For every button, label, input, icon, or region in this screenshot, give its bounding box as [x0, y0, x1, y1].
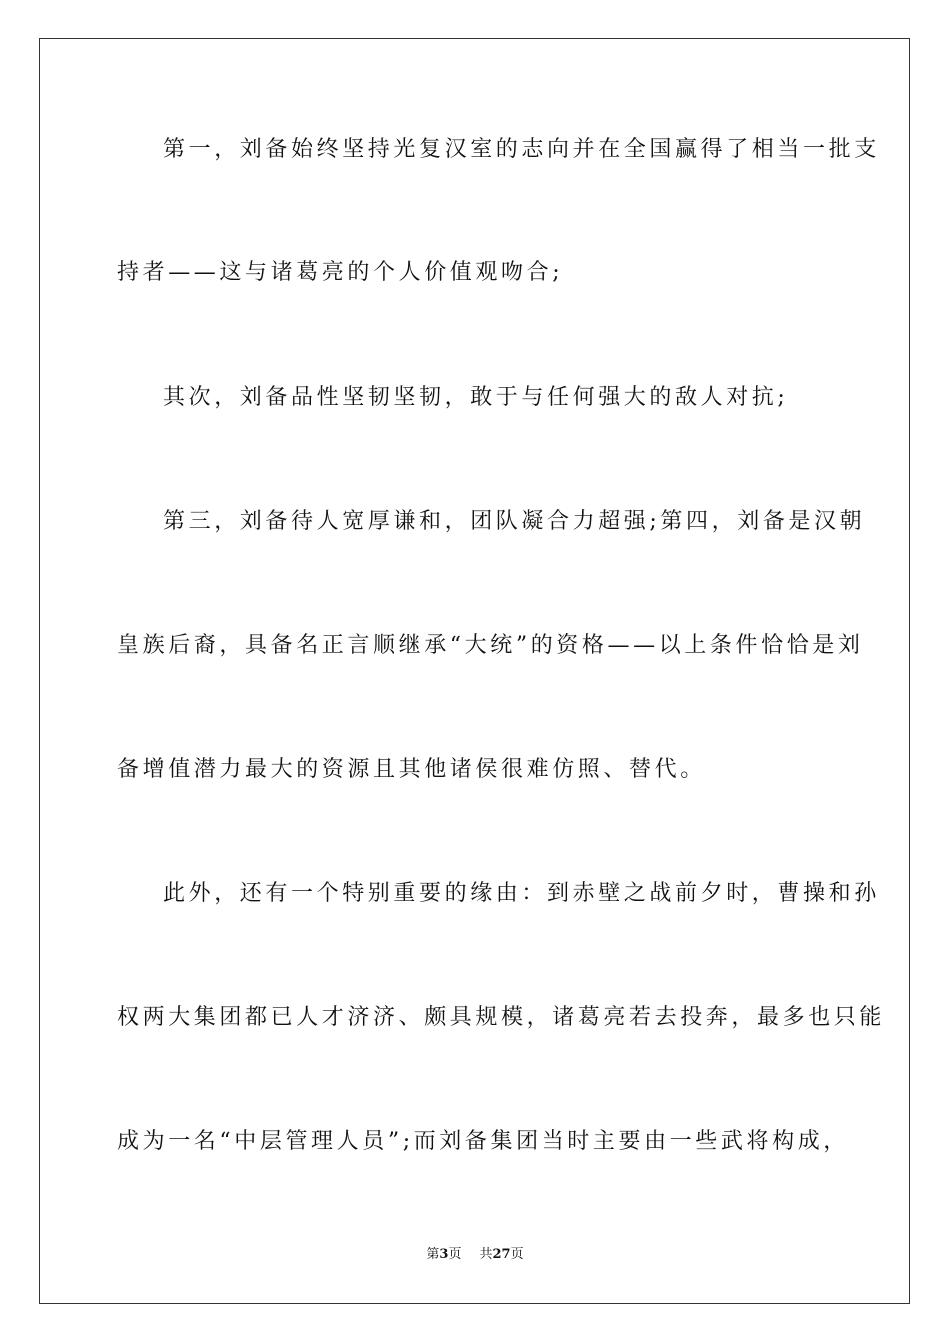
text-line-9: 成为一名“中层管理人员”;而刘备集团当时主要由一些武将构成，	[117, 1129, 849, 1154]
page-footer	[0, 1246, 950, 1264]
page-prefix: 第	[426, 1247, 440, 1262]
page-border	[39, 38, 910, 1304]
total-suffix: 页	[510, 1247, 524, 1262]
text-line-3: 其次，刘备品性坚韧坚韧，敢于与任何强大的敌人对抗;	[163, 385, 789, 410]
text-line-5: 皇族后裔，具备名正言顺继承“大统”的资格——以上条件恰恰是刘	[117, 633, 864, 658]
text-line-1: 第一，刘备始终坚持光复汉室的志向并在全国赢得了相当一批支	[163, 137, 880, 162]
text-line-7: 此外，还有一个特别重要的缘由：到赤壁之战前夕时，曹操和孙	[163, 881, 880, 906]
page-number: 3	[439, 1247, 449, 1262]
text-line-2: 持者——这与诸葛亮的个人价值观吻合;	[117, 260, 564, 285]
total-pages: 27	[492, 1247, 511, 1262]
text-line-8: 权两大集团都已人才济济、颇具规模，诸葛亮若去投奔，最多也只能	[117, 1005, 886, 1030]
text-line-6: 备增值潜力最大的资源且其他诸侯很难仿照、替代。	[117, 757, 706, 782]
text-line-4: 第三，刘备待人宽厚谦和，团队凝合力超强;第四，刘备是汉朝	[163, 509, 866, 534]
total-prefix: 共	[479, 1247, 493, 1262]
page-suffix: 页	[448, 1247, 462, 1262]
